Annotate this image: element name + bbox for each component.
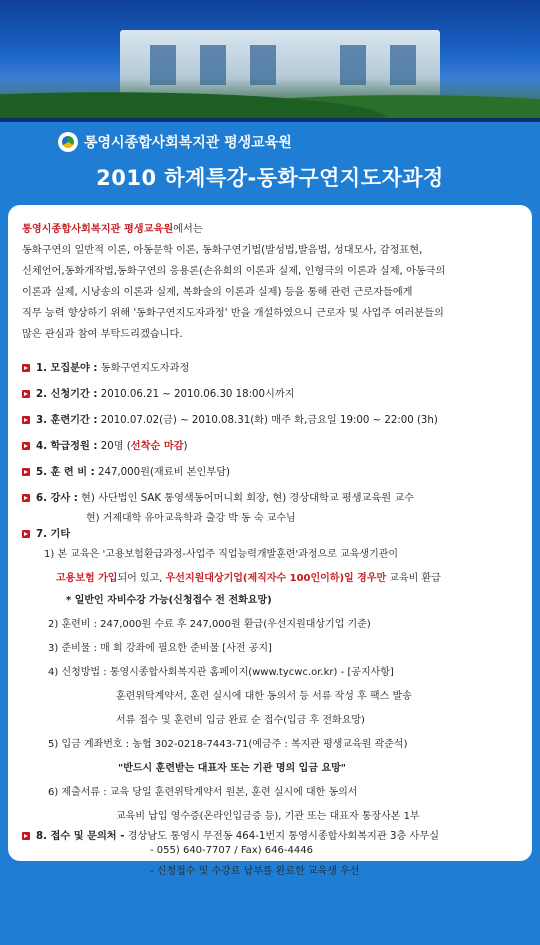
etc-note-text: 교육비 환급 (386, 573, 441, 584)
self-pay-notice: * 일반인 자비수강 가능(신청접수 전 전화요망) (66, 595, 272, 606)
arrow-bullet-icon (22, 832, 30, 840)
trees-image (0, 78, 540, 118)
arrow-bullet-icon (22, 494, 30, 502)
item-value: 2010.07.02(금) ~ 2010.08.31(화) 매주 화,금요일 19:00 ~ 22:00 (3h) (97, 415, 438, 426)
item-value: 경상남도 통영시 무전동 464-1번지 통영시종합사회복지관 3층 사무실 (124, 831, 440, 842)
etc-note-text: 되어 있고, (117, 573, 166, 584)
item-label: 6. 강사 : (36, 493, 78, 504)
arrow-bullet-icon (22, 468, 30, 476)
arrow-bullet-icon (22, 390, 30, 398)
item-label: 3. 훈련기간 : (36, 415, 98, 426)
first-come-notice: 선착순 마감 (130, 441, 184, 452)
arrow-bullet-icon (22, 530, 30, 538)
deposit-notice: "반드시 훈련받는 대표자 또는 기관 명의 입금 요망" (118, 763, 346, 774)
welfare-center-logo-icon (58, 132, 78, 152)
instructor-line-2: 현) 거제대학 유아교육학과 출강 박 동 숙 교수님 (86, 513, 296, 524)
item-class-capacity (22, 437, 188, 452)
item-label: 5. 훈 련 비 : (36, 467, 95, 478)
intro-paragraph (22, 219, 522, 345)
item-label: 1. 모집분야 : (36, 363, 98, 374)
etc-note-2: 2) 훈련비 : 247,000원 수료 후 247,000원 환급(우선지원대상기업 기준) (48, 619, 371, 630)
etc-note-4b: 훈련위탁계약서, 훈련 실시에 대한 동의서 등 서류 작성 후 팩스 발송 (116, 691, 412, 702)
intro-org: 통영시종합사회복지관 평생교육원 (22, 224, 174, 235)
item-label: 7. 기타 (36, 529, 71, 540)
item-label: 8. 접수 및 문의처 - (36, 831, 125, 842)
item-instructor (22, 489, 414, 504)
page-title: 2010 하계특강-동화구연지도자과정 (96, 166, 444, 190)
item-apply-period (22, 385, 295, 400)
item-value: 247,000원(재료비 본인부담) (94, 467, 231, 478)
etc-note-4: 4) 신청방법 : 통영시종합사회복지관 홈페이지(www.tycwc.or.kr) - [공지사항] (48, 667, 394, 678)
contact-priority: - 신청접수 및 수강료 납부를 완료한 교육생 우선 (150, 866, 360, 877)
arrow-bullet-icon (22, 416, 30, 424)
item-value: 2010.06.21 ~ 2010.06.30 18:00시까지 (97, 389, 295, 400)
content-panel (8, 205, 532, 861)
arrow-bullet-icon (22, 364, 30, 372)
header-divider (0, 118, 540, 122)
intro-line: 동화구연의 일반적 이론, 아동문학 이론, 동화구연기법(발성법,발음법, 성대모사, 감정표현, (22, 245, 423, 256)
intro-line: 많은 관심과 참여 부탁드리겠습니다. (22, 329, 183, 340)
etc-note-1b (56, 569, 441, 584)
intro-line: 직무 능력 향상하기 위해 '동화구연지도자과정' 반을 개설하였으니 근로자 및 사업주 여러분들의 (22, 308, 444, 319)
arrow-bullet-icon (22, 442, 30, 450)
item-training-period (22, 411, 438, 426)
item-contact (22, 827, 439, 842)
item-value: 20명 ( (97, 441, 131, 452)
item-etc (22, 525, 70, 540)
item-label: 2. 신청기간 : (36, 389, 98, 400)
brand-name: 통영시종합사회복지관 평생교육원 (84, 135, 292, 151)
contact-phone: - 055) 640-7707 / Fax) 646-4446 (150, 845, 313, 856)
item-recruit-field (22, 359, 189, 374)
etc-note-5: 5) 입금 계좌번호 : 농협 302-0218-7443-71(예금주 : 복지관 평생교육원 곽준석) (48, 739, 408, 750)
intro-org-suffix: 에서는 (173, 224, 203, 235)
intro-line: 이론과 실제, 시낭송의 이론과 실제, 복화술의 이론과 실제) 등을 통해 관련 근로자들에게 (22, 287, 413, 298)
item-label: 4. 학급정원 : (36, 441, 98, 452)
item-training-fee (22, 463, 230, 478)
insurance-notice: 고용보험 가입 (56, 573, 118, 584)
item-value: 동화구연지도자과정 (97, 363, 190, 374)
etc-note-4c: 서류 접수 및 훈련비 입금 완료 순 접수(입금 후 전화요망) (116, 715, 365, 726)
etc-note-6: 6) 제출서류 : 교육 당일 훈련위탁계약서 원본, 훈련 실시에 대한 동의서 (48, 787, 358, 798)
etc-note-1: 1) 본 교육은 '고용보험환급과정-사업주 직업능력개발훈련'과정으로 교육생기관이 (44, 549, 399, 560)
etc-note-6b: 교육비 납입 영수증(온라인입금증 등), 기관 또는 대표자 통장사본 1부 (116, 811, 420, 822)
priority-company-notice: 우선지원대상기업(제직자수 100인이하)일 경우만 (165, 573, 387, 584)
brand (58, 132, 292, 152)
intro-line: 신체언어,동화개작법,동화구연의 응용론(손유희의 이론과 실제, 인형극의 이론과 실제, 아동극의 (22, 266, 446, 277)
header-banner-photo (0, 0, 540, 118)
item-value-close: ) (183, 441, 188, 452)
item-value: 현) 사단법인 SAK 통영색동어머니회 회장, 현) 경상대학교 평생교육원 교수 (77, 493, 414, 504)
etc-note-3: 3) 준비물 : 매 회 강좌에 필요한 준비물 [사전 공지] (48, 643, 272, 654)
